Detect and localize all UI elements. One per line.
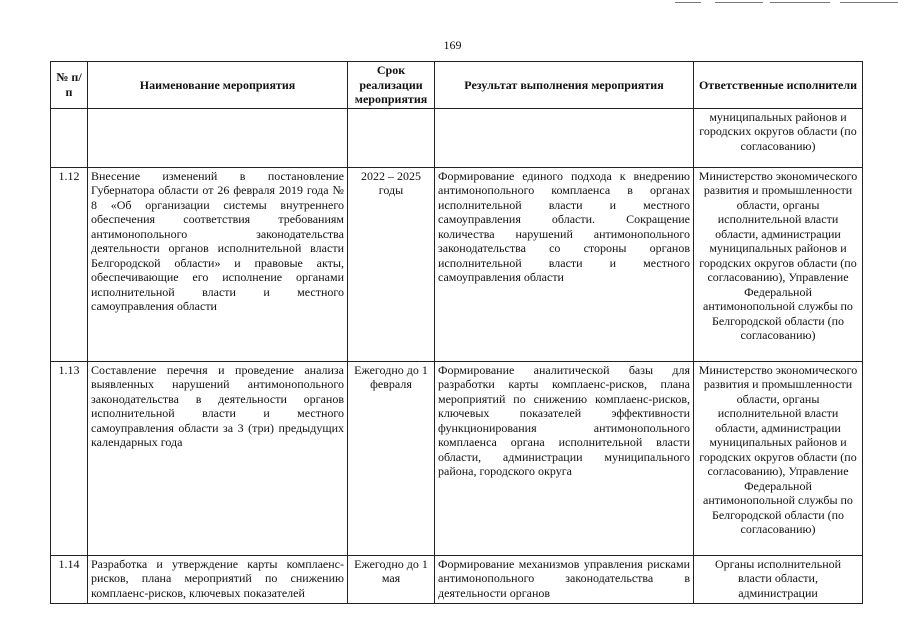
row-name: Внесение изменений в постановление Губернатора области от 26 февраля 2019 года № 8 «Об организации системы внутреннего обеспечения соответствия требованиям антимонопольного законодательства деятельности органов исполнительной власти Белгородской области» и правовые акты, обеспечивающие его исполнение органами исполнительной власти и местного самоуправления области — [88, 167, 348, 361]
row-term — [348, 108, 435, 167]
row-result: Формирование аналитической базы для разработки карты комплаенс-рисков, плана мероприятий по снижению комплаенс-рисков, ключевых показателей эффективности функционирования антимонопольного комплаенса органа исполнительной власти области, администрации муниципального района, городского округа — [435, 361, 694, 555]
table-row — [51, 555, 863, 603]
table-row — [51, 361, 863, 555]
row-result: Формирование единого подхода к внедрению антимонопольного комплаенса в органах исполнительной власти и местного самоуправления области. Сокращение количества нарушений антимонопольного законодательства со стороны органов исполнительной власти и местного самоуправления области — [435, 167, 694, 361]
row-name — [88, 108, 348, 167]
table-row — [51, 108, 863, 167]
row-result: Формирование механизмов управления рисками антимонопольного законодательства в деятельности органов — [435, 555, 694, 603]
row-term: 2022 – 2025 годы — [348, 167, 435, 361]
row-number: 1.13 — [51, 361, 88, 555]
header-name: Наименование мероприятия — [88, 62, 348, 109]
row-term: Ежегодно до 1 мая — [348, 555, 435, 603]
row-responsible: Министерство экономического развития и промышленности области, органы исполнительной власти области, администрации муниципальных районов и городских округов области (по согласованию), Управление Федеральной антимонопольной службы по Белгородской области (по согласованию) — [694, 167, 863, 361]
measures-table — [50, 61, 863, 604]
page-number: 169 — [443, 38, 462, 52]
row-term: Ежегодно до 1 февраля — [348, 361, 435, 555]
header-result: Результат выполнения мероприятия — [435, 62, 694, 109]
row-responsible: Органы исполнительной власти области, администрации — [694, 555, 863, 603]
row-name: Составление перечня и проведение анализа выявленных нарушений антимонопольного законодательства в деятельности органов исполнительной власти и местного самоуправления области за 3 (три) предыдущих календарных года — [88, 361, 348, 555]
row-result — [435, 108, 694, 167]
row-name: Разработка и утверждение карты комплаенс-рисков, плана мероприятий по снижению комплаенс-рисков, ключевых показателей — [88, 555, 348, 603]
row-number: 1.14 — [51, 555, 88, 603]
row-number — [51, 108, 88, 167]
row-responsible: муниципальных районов и городских округов области (по согласованию) — [694, 108, 863, 167]
table-header-row — [51, 62, 863, 109]
header-responsible: Ответственные исполнители — [694, 62, 863, 109]
header-number: № п/п — [51, 62, 88, 109]
row-number: 1.12 — [51, 167, 88, 361]
header-term: Срок реализации мероприятия — [348, 62, 435, 109]
table-row — [51, 167, 863, 361]
row-responsible: Министерство экономического развития и промышленности области, органы исполнительной власти области, администрации муниципальных районов и городских округов области (по согласованию), Управление Федеральной антимонопольной службы по Белгородской области (по согласованию) — [694, 361, 863, 555]
